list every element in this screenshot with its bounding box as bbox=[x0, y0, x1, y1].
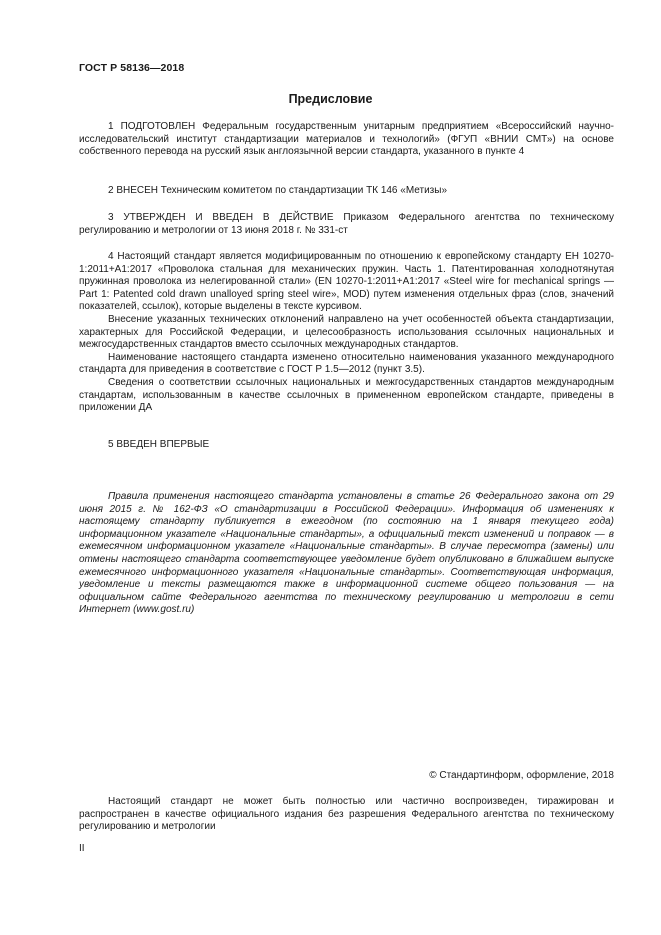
rules-note bbox=[79, 491, 614, 617]
reproduction-notice-text: Настоящий стандарт не может быть полностью или частично воспроизведен, тиражирован и распространен в качестве официального издания без разрешения Федерального агентства по техническому регулированию и метрологии bbox=[79, 796, 614, 833]
item-1-text: 1 ПОДГОТОВЛЕН Федеральным государственным унитарным предприятием «Всероссийский научно-исследовательский институт стандартизации материалов и технологий» (ФГУП «ВНИИ СМТ») на основе собственного перевода на русский язык англоязычной версии стандарта, указанного в пункте 4 bbox=[79, 121, 614, 158]
item-4-paragraph-3: Наименование настоящего стандарта изменено относительно наименования указанного международного стандарта для приведения в соответствие с ГОСТ Р 1.5—2012 (пункт 3.5). bbox=[79, 351, 614, 376]
item-3 bbox=[79, 212, 614, 237]
page-title: Предисловие bbox=[288, 92, 373, 106]
copyright-line: © Стандартинформ, оформление, 2018 bbox=[429, 770, 614, 781]
reproduction-notice bbox=[79, 796, 614, 834]
item-4-paragraph-2: Внесение указанных технических отклонений направлено на учет особенностей объекта стандартизации, характерных для Российской Федерации, и целесообразность использования ссылочных национальных и межгосударственных стандартов вместо ссылочных международных стандартов. bbox=[79, 313, 614, 351]
page-number: II bbox=[79, 843, 85, 854]
item-5-text: 5 ВВЕДЕН ВПЕРВЫЕ bbox=[108, 439, 210, 450]
item-2-text: 2 ВНЕСЕН Техническим комитетом по стандартизации ТК 146 «Метизы» bbox=[108, 185, 448, 196]
item-5 bbox=[79, 439, 614, 452]
item-4 bbox=[79, 251, 614, 415]
item-3-text: 3 УТВЕРЖДЕН И ВВЕДЕН В ДЕЙСТВИЕ Приказом Федерального агентства по техническому регулированию и метрологии от 13 июня 2018 г. № 331-ст bbox=[79, 212, 614, 236]
item-1 bbox=[79, 121, 614, 159]
item-4-paragraph-4: Сведения о соответствии ссылочных национальных и межгосударственных стандартов международным стандартам, использованным в качестве ссылочных в примененном европейском стандарте, приведены в приложении ДА bbox=[79, 376, 614, 414]
rules-note-text: Правила применения настоящего стандарта установлены в статье 26 Федерального закона от 29 июня 2015 г. № 162-ФЗ «О стандартизации в Российской Федерации». Информация об изменениях к настоящему стандарту публикуется в ежегодном (по состоянию на 1 января текущего года) информационном указателе «Национальные стандарты», а официальный текст изменений и поправок — в ежемесячном информационном указателе «Национальные стандарты». В случае пересмотра (замены) или отмены настоящего стандарта соответствующее уведомление будет опубликовано в ближайшем выпуске ежемесячного информационного указателя «Национальные стандарты». Соответствующая информация, уведомление и тексты размещаются также в информационной системе общего пользования — на официальном сайте Федерального агентства по техническому регулированию и метрологии в сети Интернет (www.gost.ru) bbox=[79, 491, 614, 616]
document-code: ГОСТ Р 58136—2018 bbox=[79, 62, 185, 74]
item-4-paragraph-1: 4 Настоящий стандарт является модифицированным по отношению к европейскому стандарту ЕН 10270-1:2011+А1:2017 «Проволока стальная для механических пружин. Часть 1. Патентированная холоднотянутая пружинная проволока из нелегированной стали» (EN 10270-1:2011+A1:2017 «Steel wire for mechanical springs — Part 1: Patented cold drawn unalloyed spring steel wire», MOD) путем изменения отдельных фраз (слов, значений показателей, ссылок), которые выделены в тексте курсивом. bbox=[79, 251, 614, 313]
item-2 bbox=[79, 185, 614, 198]
